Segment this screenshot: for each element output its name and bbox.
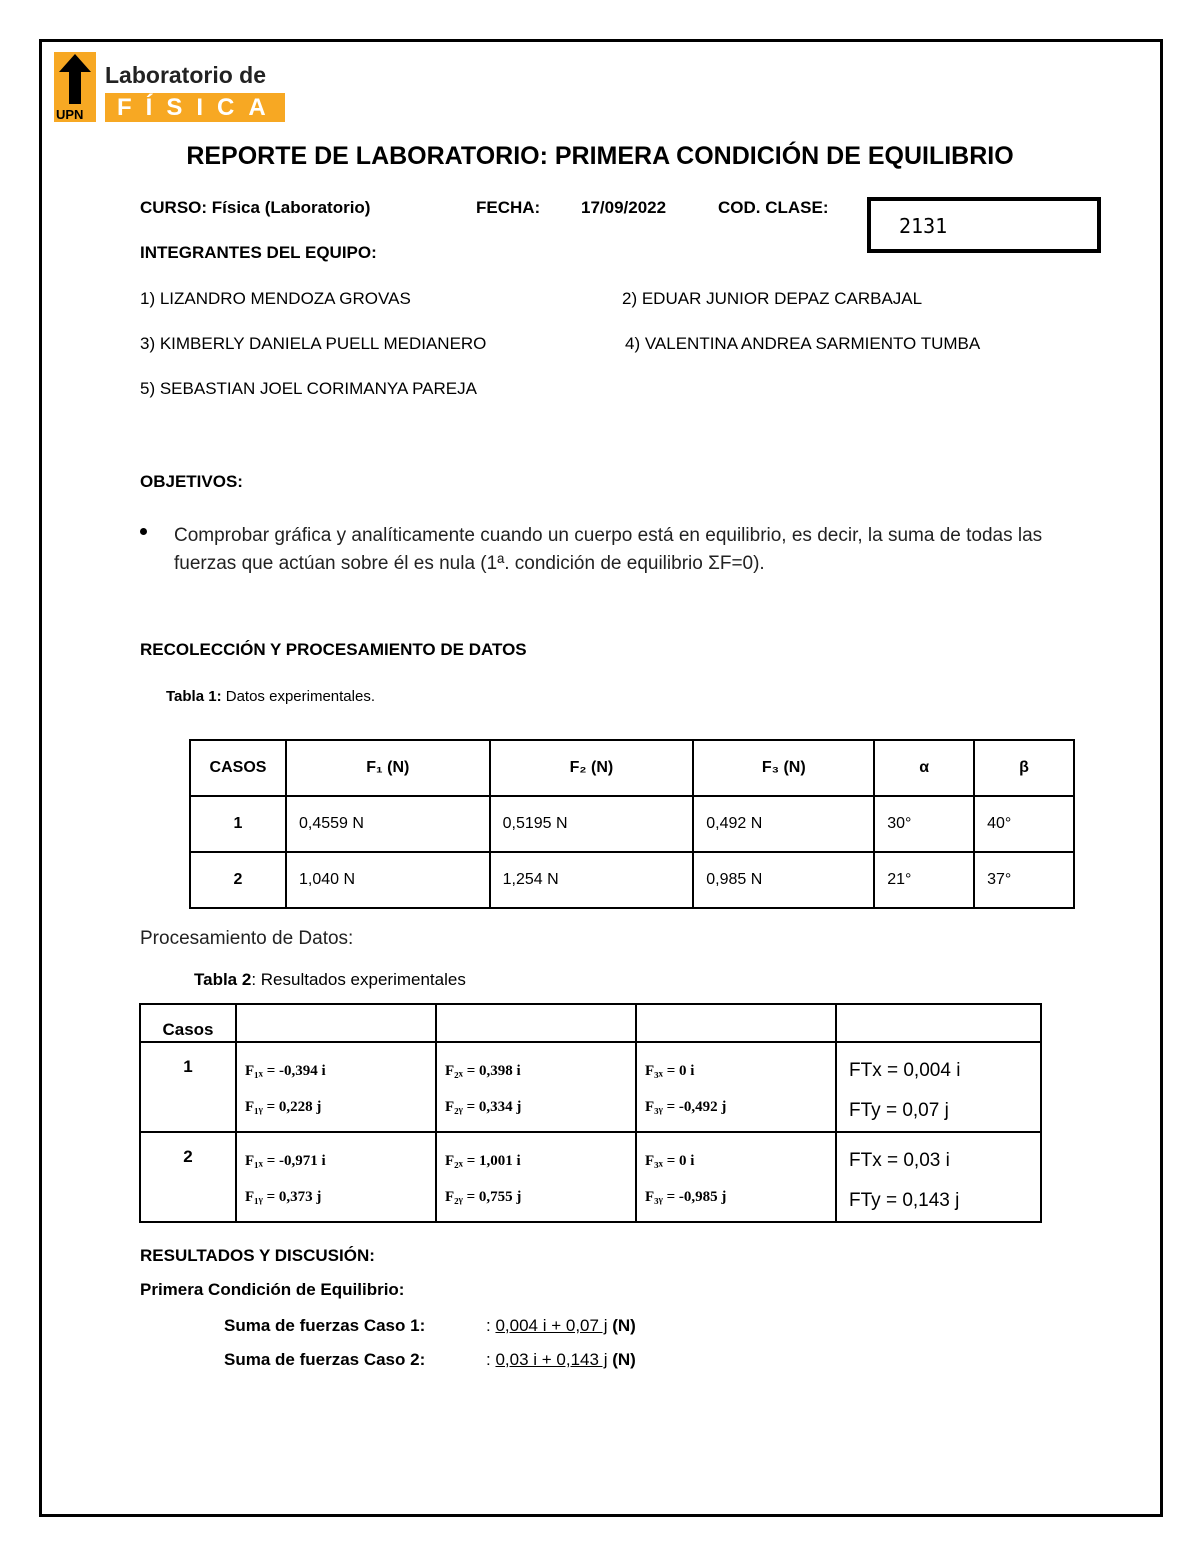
cell-f2: 1,254 N <box>490 852 694 908</box>
f1y: F₁ᵧ = 0,373 j <box>245 1189 322 1205</box>
ftx: FTx = 0,03 i <box>849 1150 950 1171</box>
suma-caso1-label: Suma de fuerzas Caso 1: <box>224 1316 426 1335</box>
cell-f1: 1,040 N <box>286 852 490 908</box>
th-f2: F₂ (N) <box>490 740 694 796</box>
th-casos: CASOS <box>190 740 286 796</box>
cell-f1: 0,4559 N <box>286 796 490 852</box>
f3y: F₃ᵧ = -0,492 j <box>645 1099 727 1115</box>
cell-f3: 0,985 N <box>693 852 874 908</box>
resultados-sub: Primera Condición de Equilibrio: <box>140 1280 405 1299</box>
cod-clase-label: COD. CLASE: <box>718 198 829 217</box>
fecha-value: 17/09/2022 <box>581 198 667 217</box>
suma-caso2-value: 0,03 i + 0,143 j <box>495 1350 608 1369</box>
cod-clase-value: 2131 <box>899 214 948 238</box>
suma-caso1 <box>486 1316 636 1336</box>
table-resultados-experimentales <box>139 1003 1042 1223</box>
fecha-label: FECHA: <box>476 198 541 217</box>
th-empty <box>436 1004 636 1042</box>
th-f3: F₃ (N) <box>693 740 874 796</box>
suma-caso2-unit: (N) <box>612 1350 636 1369</box>
th-alpha: α <box>874 740 974 796</box>
cell-f2: 0,5195 N <box>490 796 694 852</box>
cell-ft <box>836 1132 1041 1222</box>
f2y: F₂ᵧ = 0,334 j <box>445 1099 522 1115</box>
tabla2-caption-text: : Resultados experimentales <box>251 970 466 989</box>
cell-f2 <box>436 1132 636 1222</box>
member-1: 1) LIZANDRO MENDOZA GROVAS <box>140 289 411 308</box>
suma-caso2-label: Suma de fuerzas Caso 2: <box>224 1350 426 1369</box>
cell-f3 <box>636 1132 836 1222</box>
th-empty <box>236 1004 436 1042</box>
member-3: 3) KIMBERLY DANIELA PUELL MEDIANERO <box>140 334 487 353</box>
suma-caso2-colon: : <box>486 1350 491 1369</box>
table-header-row <box>190 740 1074 796</box>
f3x: F₃ₓ = 0 i <box>645 1153 695 1169</box>
cell-case: 2 <box>190 852 286 908</box>
th-empty <box>836 1004 1041 1042</box>
member-2: 2) EDUAR JUNIOR DEPAZ CARBAJAL <box>622 289 923 308</box>
cell-beta: 40° <box>974 796 1074 852</box>
cell-f2 <box>436 1042 636 1132</box>
tabla1-label: Tabla 1: <box>166 688 222 705</box>
integrantes-label: INTEGRANTES DEL EQUIPO: <box>140 243 377 262</box>
table-header-row <box>140 1004 1041 1042</box>
tabla1-caption <box>166 688 375 705</box>
tabla2-caption <box>194 970 466 990</box>
bullet-icon <box>140 528 147 535</box>
f2x: F₂ₓ = 1,001 i <box>445 1153 521 1169</box>
th-f1: F₁ (N) <box>286 740 490 796</box>
logo-fisica-box <box>105 93 285 122</box>
tabla2-label: Tabla 2 <box>194 970 252 989</box>
logo-upn: UPN <box>56 107 84 122</box>
cell-ft <box>836 1042 1041 1132</box>
f1x: F₁ₓ = -0,971 i <box>245 1153 326 1169</box>
f2x: F₂ₓ = 0,398 i <box>445 1063 521 1079</box>
suma-caso2 <box>486 1350 636 1370</box>
cell-case: 1 <box>190 796 286 852</box>
curso: CURSO: Física (Laboratorio) <box>140 198 371 217</box>
suma-caso1-unit: (N) <box>612 1316 636 1335</box>
cell-alpha: 21° <box>874 852 974 908</box>
suma-caso1-colon: : <box>486 1316 491 1335</box>
table-row <box>140 1042 1041 1132</box>
f2y: F₂ᵧ = 0,755 j <box>445 1189 522 1205</box>
page-title: REPORTE DE LABORATORIO: PRIMERA CONDICIÓN DE EQUILIBRIO <box>186 142 1014 170</box>
objetivos-heading: OBJETIVOS: <box>140 472 243 491</box>
cell-f3 <box>636 1042 836 1132</box>
logo-fisica-text: FÍSICA <box>117 94 280 121</box>
table-datos-experimentales <box>189 739 1075 909</box>
cell-case: 2 <box>140 1132 236 1222</box>
f1y: F₁ᵧ = 0,228 j <box>245 1099 322 1115</box>
suma-caso1-value: 0,004 i + 0,07 j <box>495 1316 608 1335</box>
objetivos-text: Comprobar gráfica y analíticamente cuando un cuerpo está en equilibrio, es decir, la suma de todas las fuerzas que actúan sobre él es nula (1ª. condición de equilibrio ΣF=0). <box>174 525 1043 574</box>
cell-beta: 37° <box>974 852 1074 908</box>
table-row <box>190 796 1074 852</box>
f3x: F₃ₓ = 0 i <box>645 1063 695 1079</box>
upn-arrow-icon <box>59 54 91 104</box>
th-empty <box>636 1004 836 1042</box>
resultados-heading: RESULTADOS Y DISCUSIÓN: <box>140 1246 375 1265</box>
ftx: FTx = 0,004 i <box>849 1060 961 1081</box>
cell-alpha: 30° <box>874 796 974 852</box>
cell-f1 <box>236 1042 436 1132</box>
fty: FTy = 0,143 j <box>849 1190 960 1211</box>
cod-clase-box <box>867 197 1101 253</box>
th-casos: Casos <box>140 1004 236 1042</box>
recoleccion-heading: RECOLECCIÓN Y PROCESAMIENTO DE DATOS <box>140 640 527 659</box>
th-beta: β <box>974 740 1074 796</box>
table-row <box>140 1132 1041 1222</box>
logo-lab-text: Laboratorio de <box>105 62 267 88</box>
table-row <box>190 852 1074 908</box>
member-4: 4) VALENTINA ANDREA SARMIENTO TUMBA <box>625 334 981 353</box>
f3y: F₃ᵧ = -0,985 j <box>645 1189 727 1205</box>
cell-f1 <box>236 1132 436 1222</box>
procesamiento-label: Procesamiento de Datos: <box>140 928 354 949</box>
cell-f3: 0,492 N <box>693 796 874 852</box>
fty: FTy = 0,07 j <box>849 1100 949 1121</box>
cell-case: 1 <box>140 1042 236 1132</box>
f1x: F₁ₓ = -0,394 i <box>245 1063 326 1079</box>
member-5: 5) SEBASTIAN JOEL CORIMANYA PAREJA <box>140 379 477 398</box>
tabla1-caption-text: Datos experimentales. <box>221 688 375 705</box>
